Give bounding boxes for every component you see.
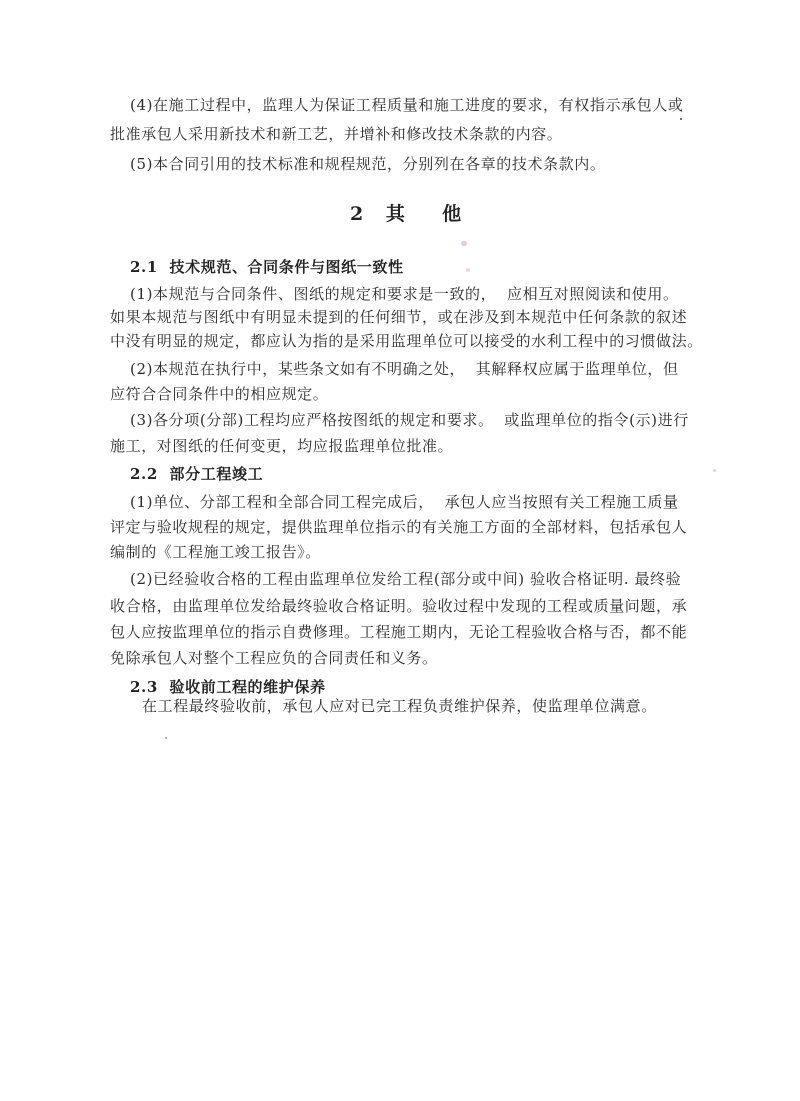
paragraph-line: 评定与验收规程的规定，提供监理单位指示的有关施工方面的全部材料，包括承包人 bbox=[110, 518, 688, 536]
section-title: 2.3 验收前工程的维护保养 bbox=[130, 678, 326, 696]
paragraph-line: 收合格，由监理单位发给最终验收合格证明。验收过程中发现的工程或质量问题，承 bbox=[110, 597, 688, 615]
paragraph-line: 免除承包人对整个工程应负的合同责任和义务。 bbox=[110, 649, 438, 667]
paragraph-line: 包人应按监理单位的指示自费修理。工程施工期内，无论工程验收合格与否，都不能 bbox=[110, 623, 688, 641]
scan-speck bbox=[466, 268, 470, 272]
paragraph-line: (4)在施工过程中，监理人为保证工程质量和施工进度的要求，有权指示承包人或 bbox=[130, 96, 684, 114]
scan-speck bbox=[713, 469, 716, 472]
paragraph-line: (2)本规范在执行中，某些条文如有不明确之处， 其解释权应属于监理单位，但 bbox=[130, 360, 679, 378]
paragraph-line: 应符合合同条件中的相应规定。 bbox=[110, 385, 329, 403]
scan-speck bbox=[461, 241, 467, 246]
scan-speck bbox=[680, 118, 682, 120]
section-title: 2.2 部分工程竣工 bbox=[130, 465, 264, 483]
paragraph-line: (3)各分项(分部)工程均应严格按图纸的规定和要求。 或监理单位的指令(示)进行 bbox=[130, 411, 689, 429]
paragraph-line: 编制的《工程施工竣工报告》。 bbox=[110, 543, 321, 561]
paragraph-line: 施工，对图纸的任何变更，均应报监理单位批准。 bbox=[110, 437, 454, 455]
section-title: 2.1 技术规范、合同条件与图纸一致性 bbox=[130, 258, 404, 276]
paragraph-line: 批准承包人采用新技术和新工艺，并增补和修改技术条款的内容。 bbox=[110, 125, 563, 143]
paragraph-line: (1)单位、分部工程和全部合同工程完成后， 承包人应当按照有关工程施工质量 bbox=[130, 493, 679, 511]
paragraph-line: (1)本规范与合同条件、图纸的规定和要求是一致的， 应相互对照阅读和使用。 bbox=[130, 285, 679, 303]
paragraph-line: (5)本合同引用的技术标准和规程规范，分别列在各章的技术条款内。 bbox=[130, 155, 606, 173]
paragraph-line: (2)已经验收合格的工程由监理单位发给工程(部分或中间) 验收合格证明. 最终验 bbox=[130, 570, 682, 588]
scan-speck bbox=[165, 737, 167, 739]
chapter-title: 2 其 他 bbox=[350, 203, 470, 225]
paragraph-line: 中没有明显的规定，都应认为指的是采用监理单位可以接受的水利工程中的习惯做法。 bbox=[110, 332, 703, 350]
paragraph-line: 在工程最终验收前，承包人应对已完工程负责维护保养，使监理单位满意。 bbox=[142, 697, 657, 715]
paragraph-line: 如果本规范与图纸中有明显未提到的任何细节，或在涉及到本规范中任何条款的叙述 bbox=[110, 308, 688, 326]
